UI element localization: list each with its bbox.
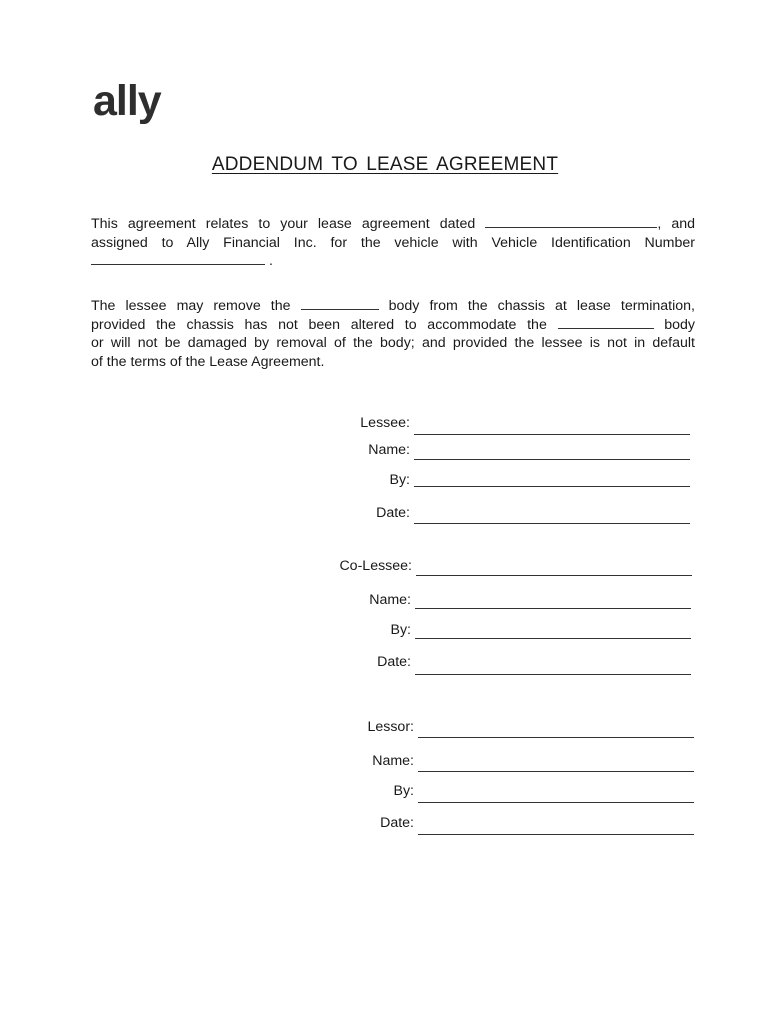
lessee-by-line[interactable] (414, 486, 690, 487)
lessee-name-label: Name: (368, 442, 410, 458)
lessee-signature-line[interactable] (414, 434, 690, 435)
lessee-name-line[interactable] (414, 459, 690, 460)
lessor-date-line[interactable] (418, 834, 694, 835)
lessee-label-row (200, 415, 410, 435)
co-lessee-name-label: Name: (369, 592, 411, 608)
paragraph2-text-c: provided the chassis has not been altered to accommodate the (91, 316, 547, 333)
document-title (0, 154, 770, 176)
lessor-label: Lessor: (367, 719, 414, 735)
lessee-date-label: Date: (376, 505, 410, 521)
paragraph1-line1 (91, 215, 695, 234)
paragraph2-line2 (91, 316, 695, 335)
co-lessee-label-row (200, 558, 412, 578)
lessor-date-row (200, 815, 414, 835)
lease-date-blank[interactable] (485, 215, 657, 228)
paragraph2-line4: of the terms of the Lease Agreement. (91, 354, 325, 371)
body-removal-paragraph (91, 297, 695, 372)
lessee-date-row (200, 505, 410, 525)
co-lessee-name-row (200, 592, 411, 612)
body-type-blank-1[interactable] (301, 297, 379, 310)
lessee-by-row (200, 472, 410, 492)
lessor-name-label: Name: (372, 753, 414, 769)
paragraph2-text-a: The lessee may remove the (91, 298, 291, 314)
co-lessee-label: Co-Lessee: (339, 558, 412, 574)
paragraph2-text-b: body from the chassis at lease termination, (388, 298, 695, 314)
co-lessee-by-line[interactable] (415, 638, 691, 639)
body-type-blank-2[interactable] (558, 316, 654, 329)
paragraph1-line3 (91, 252, 695, 271)
lessor-name-line[interactable] (418, 771, 694, 772)
svg-text:ally: ally (93, 80, 161, 125)
ally-logo (93, 80, 183, 130)
co-lessee-name-line[interactable] (415, 608, 691, 609)
paragraph2-line3: or will not be damaged by removal of the body; and provided the lessee is not in default (91, 335, 695, 352)
lessor-by-line[interactable] (418, 802, 694, 803)
lessee-name-row (200, 442, 410, 462)
lessor-label-row (200, 719, 414, 739)
paragraph1-period: . (268, 253, 273, 270)
paragraph1-line2: assigned to Ally Financial Inc. for the vehicle with Vehicle Identification Number (91, 234, 695, 251)
paragraph1-text-b: , and (657, 216, 695, 232)
lessee-by-label: By: (389, 472, 410, 488)
co-lessee-date-label: Date: (377, 654, 411, 670)
lessor-name-row (200, 753, 414, 773)
paragraph2-text-d: body (664, 316, 695, 333)
lessor-by-row (200, 783, 414, 803)
co-lessee-signature-line[interactable] (416, 575, 692, 576)
co-lessee-by-label: By: (390, 622, 411, 638)
co-lessee-date-line[interactable] (415, 674, 691, 675)
paragraph1-text-a: This agreement relates to your lease agreement dated (91, 216, 476, 232)
co-lessee-by-row (200, 622, 411, 642)
lessee-label: Lessee: (360, 415, 410, 431)
title-text: ADDENDUM TO LEASE AGREEMENT (211, 154, 559, 175)
lessor-signature-line[interactable] (418, 737, 694, 738)
paragraph2-line1 (91, 297, 695, 316)
vin-blank[interactable] (91, 252, 265, 265)
co-lessee-date-row (200, 654, 411, 674)
lessee-date-line[interactable] (414, 523, 690, 524)
lease-reference-paragraph (91, 215, 695, 271)
lessor-by-label: By: (393, 783, 414, 799)
lessor-date-label: Date: (380, 815, 414, 831)
